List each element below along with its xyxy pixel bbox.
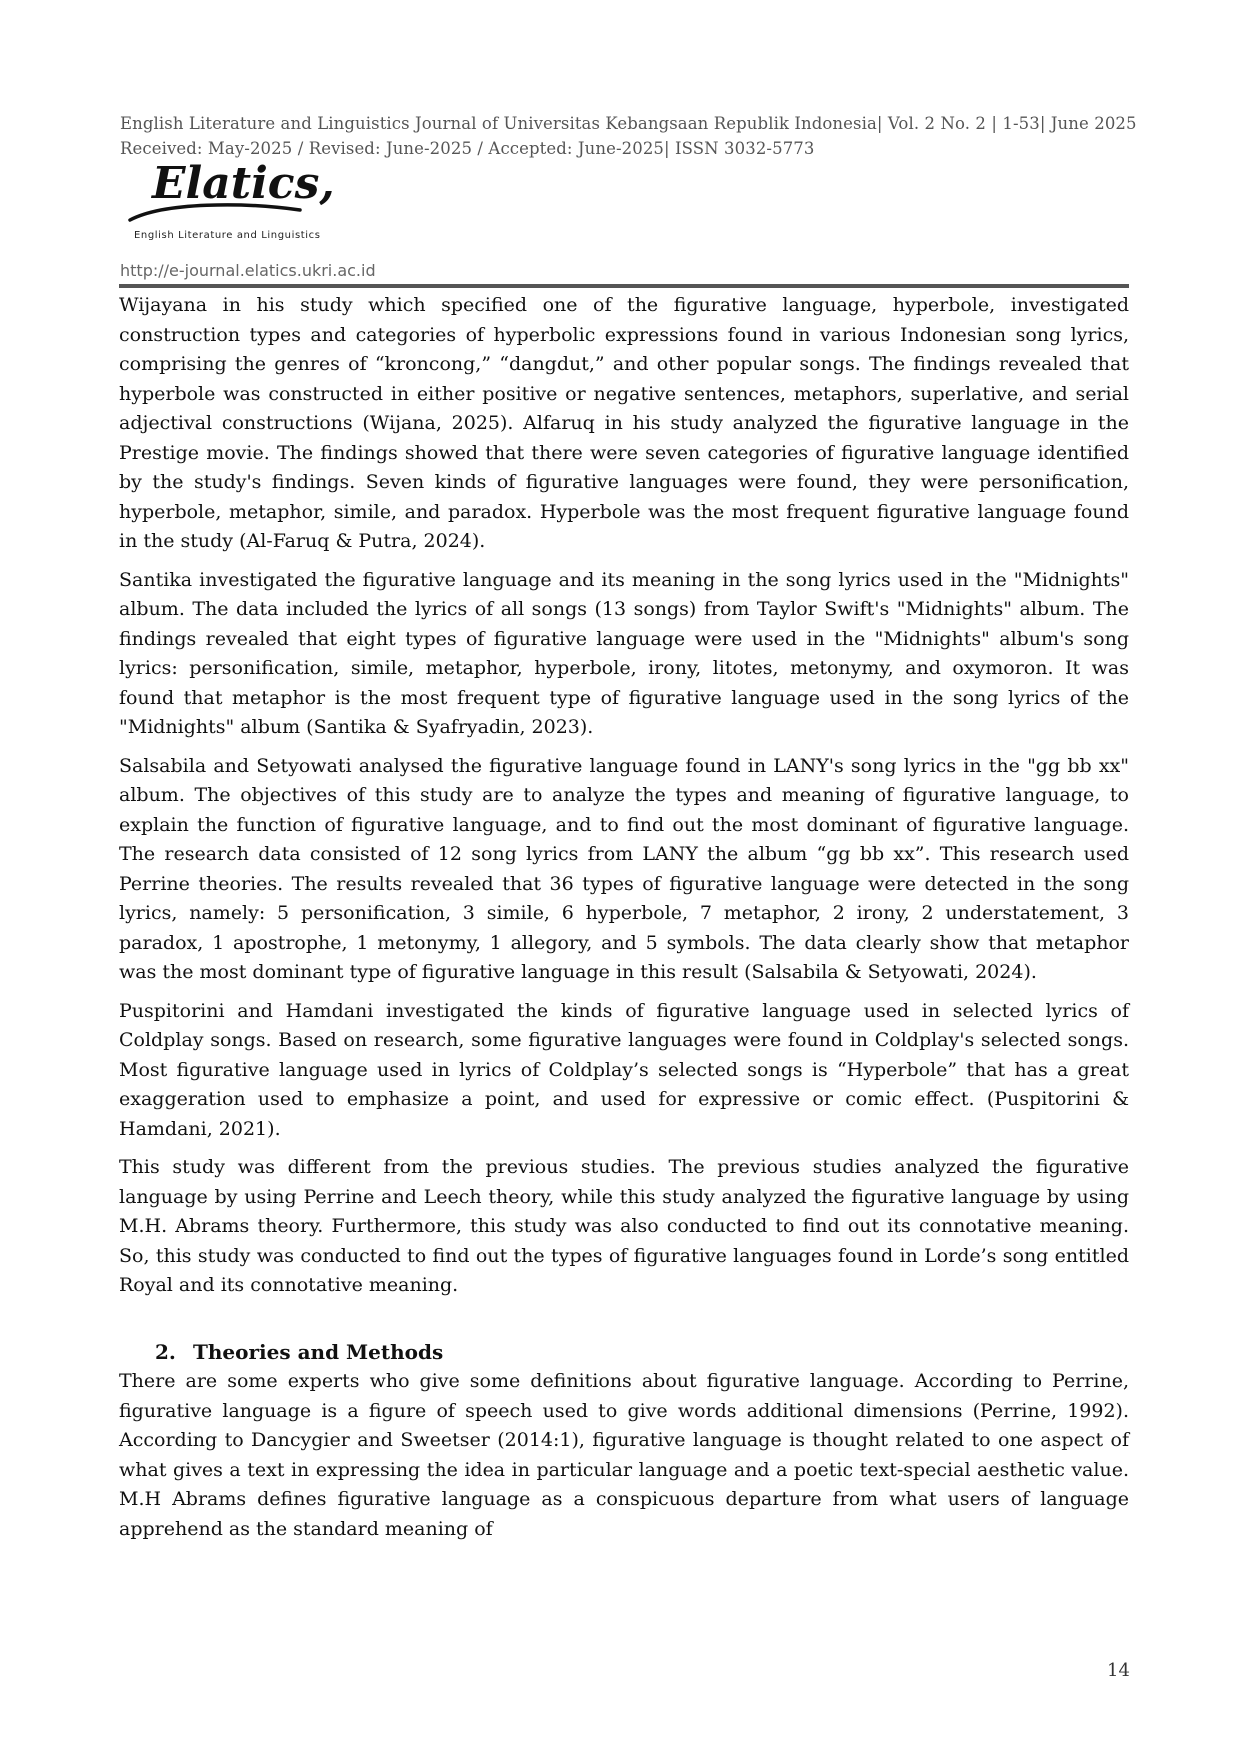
section-title: Theories and Methods [193, 1339, 444, 1364]
paragraph: Puspitorini and Hamdani investigated the kinds of figurative language used in selected lyrics of Coldplay songs. Based on research, some figurative languages were found in Coldplay's selected songs. Most figurative language used in lyrics of Coldplay’s selected songs is “Hyperbole” that has a great exaggeration used to emphasize a point, and used for expressive or comic effect. (Puspitorini & Hamdani, 2021). [119, 999, 1129, 1140]
elatics-logo [124, 158, 354, 244]
logo-subtitle: English Literature and Linguistics [134, 230, 321, 241]
paragraph: Wijayana in his study which specified one of the figurative language, hyperbole, investigated construction types and categories of hyperbolic expressions found in various Indonesian song lyrics, comprising the genres of “kroncong,” “dangdut,” and other popular songs. The findings revealed that hyperbole was constructed in either positive or negative sentences, metaphors, superlative, and serial adjectival constructions (Wijana, 2025). Alfaruq in his study analyzed the figurative language in the Prestige movie. The findings showed that there were seven categories of figurative language identified by the study's findings. Seven kinds of figurative languages were found, they were personification, hyperbole, metaphor, simile, and paradox. Hyperbole was the most frequent figurative language found in the study (Al-Faruq & Putra, 2024). [119, 294, 1129, 552]
section-paragraph: There are some experts who give some definitions about figurative language. According to Perrine, figurative language is a figure of speech used to give words additional dimensions (Perrine, 1992). According to Dancygier and Sweetser (2014:1), figurative language is thought related to one aspect of what gives a text in expressing the idea in particular language and a poetic text-special aesthetic value. M.H Abrams defines figurative language as a conspicuous departure from what users of language apprehend as the standard meaning of [119, 1370, 1129, 1540]
journal-url[interactable]: http://e-journal.elatics.ukri.ac.id [120, 261, 376, 280]
paragraph: Salsabila and Setyowati analysed the figurative language found in LANY's song lyrics in the "gg bb xx" album. The objectives of this study are to analyze the types and meaning of figurative language, to explain the function of figurative language, and to find out the most dominant of figurative language. The research data consisted of 12 song lyrics from LANY the album “gg bb xx”. This research used Perrine theories. The results revealed that 36 types of figurative language were detected in the song lyrics, namely: 5 personification, 3 simile, 6 hyperbole, 7 metaphor, 2 irony, 2 understatement, 3 paradox, 1 apostrophe, 1 metonymy, 1 allegory, and 5 symbols. The data clearly show that metaphor was the most dominant type of figurative language in this result (Salsabila & Setyowati, 2024). [119, 754, 1129, 983]
section-heading [155, 1338, 1129, 1368]
section-number: 2. [155, 1339, 176, 1364]
journal-header-line: English Literature and Linguistics Journal of Universitas Kebangsaan Republik Indonesia| Vol. 2 No. 2 | 1-53| June 2025 [120, 114, 1137, 133]
page-number: 14 [1107, 1660, 1130, 1681]
paragraph: Santika investigated the figurative language and its meaning in the song lyrics used in the "Midnights" album. The data included the lyrics of all songs (13 songs) from Taylor Swift's "Midnights" album. The findings revealed that eight types of figurative language were used in the "Midnights" album's song lyrics: personification, simile, metaphor, hyperbole, irony, litotes, metonymy, and oxymoron. It was found that metaphor is the most frequent type of figurative language used in the song lyrics of the "Midnights" album (Santika & Syafryadin, 2023). [119, 568, 1129, 738]
article-body [119, 291, 1129, 1553]
paragraph: This study was different from the previous studies. The previous studies analyzed the figurative language by using Perrine and Leech theory, while this study analyzed the figurative language by using M.H. Abrams theory. Furthermore, this study was also conducted to find out its connotative meaning. So, this study was conducted to find out the types of figurative languages found in Lorde’s song entitled Royal and its connotative meaning. [119, 1156, 1129, 1296]
logo-wordmark: Elatics, [152, 158, 335, 209]
header-divider [119, 284, 1129, 288]
dates-header-line: Received: May-2025 / Revised: June-2025 / Accepted: June-2025| ISSN 3032-5773 [120, 139, 815, 158]
